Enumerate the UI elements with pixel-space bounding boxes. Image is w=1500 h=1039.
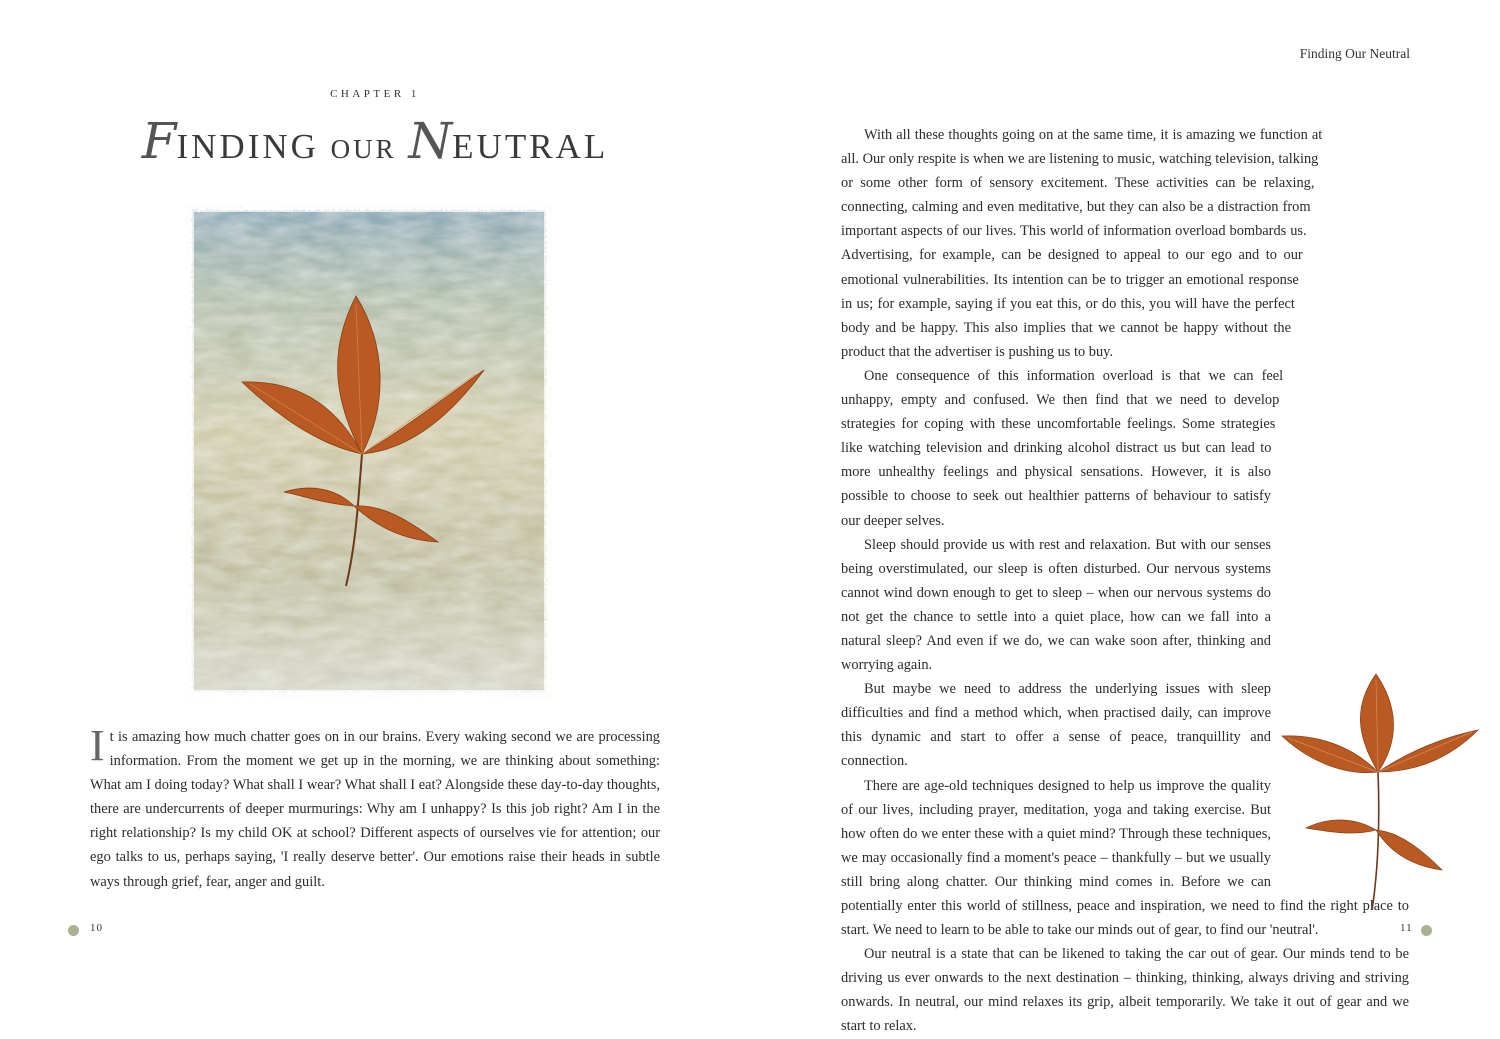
page-number-right: 11	[1400, 922, 1413, 934]
chapter-title	[90, 112, 660, 170]
lead-paragraph	[90, 721, 660, 894]
chapter-label: CHAPTER 1	[330, 88, 420, 100]
paragraph: One consequence of this information overload is that we can feel unhappy, empty and confused. We then find that we need to develop strategies for coping with these uncomfortable feelings. Some strategies like watching television and drinking alcohol distract us but can lead to more unhealthy feelings and physical sensations. However, it is also possible to choose to seek out healthier patterns of behaviour to satisfy our deeper selves.	[841, 367, 1284, 529]
folio-dot-right	[1421, 925, 1432, 936]
paragraph: With all these thoughts going on at the same time, it is amazing we function at all. Our only respite is when we are listening to music, watching television, talking or some other form of sensory excitement. These activities can be relaxing, connecting, calming and even meditative, but they can also be a distraction from important aspects of our lives. This world of information overload bombards us. Advertising, for example, can be designed to appeal to our ego and to our emotional vulnerabilities. Its intention can be to trigger an emotional response in us; for example, saying if you eat this, or do this, you will have the perfect body and be happy. This also implies that we cannot be happy without the product that the advertiser is pushing us to buy.	[841, 127, 1323, 360]
title-word-neutral: EUTRAL	[452, 127, 609, 166]
title-word-our: OUR	[330, 134, 397, 164]
paragraph: There are age-old techniques designed to help us improve the quality of our lives, including prayer, meditation, yoga and taking exercise. But how often do we enter these with a quiet mind? Through these techniques, we may occasionally find a moment's peace – thankfully – but we usually still bring along chatter. Our thinking mind comes in. Before we can potentially enter this world of stillness, peace and inspiration, we need to find the right place to start. We need to learn to be able to take our minds out of gear, to find our 'neutral'.	[841, 777, 1409, 939]
title-word-finding: INDING	[176, 127, 319, 166]
title-initial-n: N	[408, 112, 453, 170]
page-number-left: 10	[90, 922, 103, 934]
paragraph: Our neutral is a state that can be likened to taking the car out of gear. Our minds tend to be driving us ever onwards to the next destination – thinking, thinking, always driving and striving onwards. In neutral, our mind relaxes its grip, albeit temporarily. We take it out of gear and we start to relax.	[841, 946, 1409, 1035]
paragraph: Sleep should provide us with rest and relaxation. But with our senses being overstimulated, our sleep is often disturbed. Our nervous systems cannot wind down enough to get to sleep – when our nervous systems do not get the chance to settle into a quiet place, how can we fall into a natural sleep? And even if we do, we can wake soon after, thinking and worrying again.	[841, 536, 1271, 674]
drop-cap: I	[90, 721, 105, 770]
running-head: Finding Our Neutral	[1299, 46, 1410, 61]
title-initial-f: F	[141, 112, 177, 170]
leaf-photograph	[186, 204, 552, 698]
leaf-illustration	[1280, 672, 1482, 914]
folio-dot-left	[68, 925, 79, 936]
lead-paragraph-text: t is amazing how much chatter goes on in our brains. Every waking second we are processing information. From the moment we get up in the morning, we are thinking about something: What am I doing today? What shall I wear? What shall I eat? Alongside these day-to-day thoughts, there are undercurrents of deeper murmurings: Why am I unhappy? Is this job right? Am I in the right relationship? Is my child OK at school? Different aspects of ourselves vie for attention; our ego talks to us, perhaps saying, 'I really deserve better'. Our emotions raise their heads in subtle ways through grief, fear, anger and guilt.	[90, 729, 660, 890]
paragraph: But maybe we need to address the underlying issues with sleep difficulties and find a method which, when practised daily, can improve this dynamic and start to offer a sense of peace, tranquillity and connection.	[841, 681, 1271, 770]
